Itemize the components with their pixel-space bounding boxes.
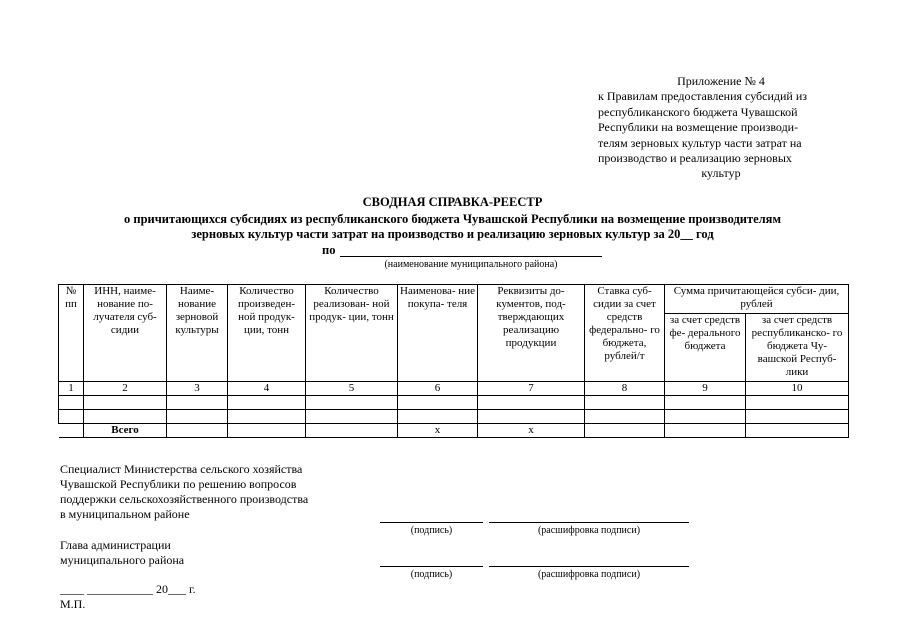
column-number: 6 [398,382,478,396]
header-cell: Сумма причитающейся субси- дии, рублей [665,285,849,314]
appendix-line: к Правилам предоставления субсидий из [598,89,808,104]
specialist-line: в муниципальном районе [60,507,190,521]
specialist-decode-line [489,522,689,523]
appendix-line: республиканского бюджета Чувашской [598,104,798,119]
header-cell: Наиме- нование зерновой культуры [167,285,228,382]
header-cell: Наименова- ние покупа- теля [398,285,478,382]
decode-caption: (расшифровка подписи) [537,525,641,536]
header-cell: № пп [59,285,84,382]
date-line: ____ ___________ 20___ г. [60,582,196,596]
column-number: 5 [306,382,398,396]
column-number: 3 [167,382,228,396]
head-decode-line [489,566,689,567]
subtitle-line: о причитающихся субсидиях из республиканского бюджета Чувашской Республики на возмещение производителям [124,212,781,226]
header-cell: за счет средств фе- дерального бюджета [665,314,746,382]
header-row [59,285,849,314]
column-number: 8 [585,382,665,396]
registry-table [58,284,849,438]
column-number: 1 [59,382,84,396]
specialist-block [60,462,308,522]
column-number: 4 [228,382,306,396]
subtitle-line: зерновых культур части затрат на производство и реализацию зерновых культур за 20__ год [191,227,714,241]
total-row [59,424,849,438]
column-number: 10 [746,382,849,396]
table-row [59,410,849,424]
header-cell: Реквизиты до- кументов, под- тверждающих реализацию продукции [478,285,585,382]
appendix-block [598,74,844,182]
header-cell: Количество реализован- ной продук- ции, тонн [306,285,398,382]
header-cell: ИНН, наиме- нование по- лучателя суб- сидии [84,285,167,382]
table-row [59,396,849,410]
signature-caption: (подпись) [410,569,453,580]
specialist-line: Специалист Министерства сельского хозяйства [60,462,303,476]
document-subtitle [40,212,865,242]
appendix-line: Республики на возмещение производи- [598,120,799,135]
head-signature-line [380,566,483,567]
head-block [60,538,184,568]
document-title: СВОДНАЯ СПРАВКА-РЕЕСТР [362,195,543,209]
signature-caption: (подпись) [410,525,453,536]
head-line: муниципального района [60,553,185,567]
column-number-row [59,382,849,396]
decode-caption: (расшифровка подписи) [537,569,641,580]
header-cell: за счет средств республиканско- го бюджета Чу- вашской Респуб- лики [746,314,849,382]
stamp-place: М.П. [60,597,86,611]
appendix-title: Приложение № 4 [677,74,765,88]
specialist-line: Чувашской Республики по решению вопросов [60,477,297,491]
specialist-signature-line [380,522,483,523]
district-name-line [340,256,602,257]
total-cell: x [398,424,478,438]
appendix-line: производство и реализацию зерновых [598,151,792,166]
appendix-line: культур [701,166,741,181]
header-cell: Ставка суб- сидии за счет средств федерально- го бюджета, рублей/т [585,285,665,382]
total-cell: x [478,424,585,438]
column-number: 2 [84,382,167,396]
po-label: по [322,243,336,257]
column-number: 9 [665,382,746,396]
column-number: 7 [478,382,585,396]
header-cell: Количество произведен- ной продук- ции, тонн [228,285,306,382]
specialist-line: поддержки сельскохозяйственного производства [60,492,309,506]
total-label: Всего [84,424,167,438]
district-caption: (наименование муниципального района) [384,259,558,270]
appendix-line: телям зерновых культур части затрат на [598,135,802,150]
head-line: Глава администрации [60,538,171,552]
